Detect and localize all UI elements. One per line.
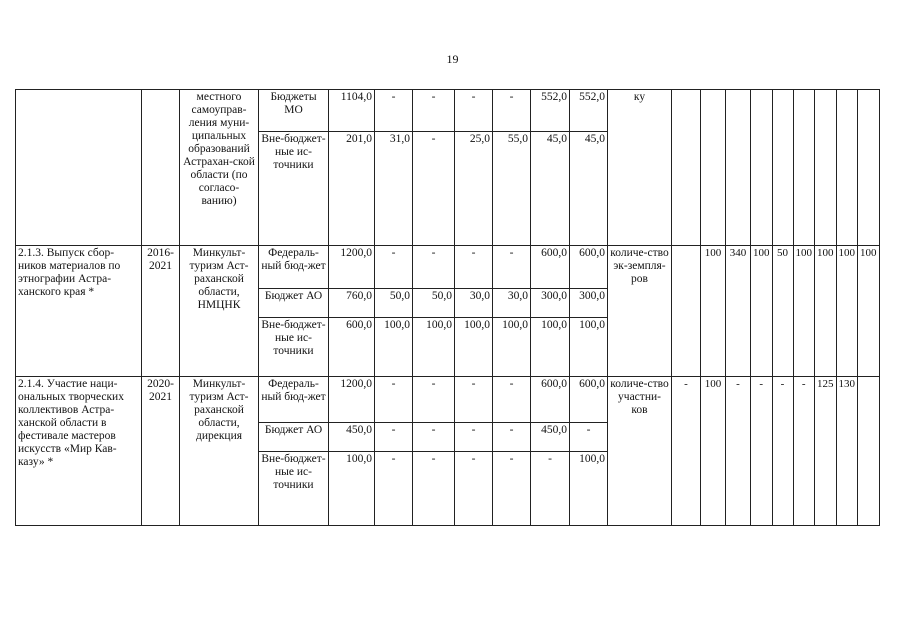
year-amount: - <box>413 90 455 132</box>
executor-cell: Минкульт-туризм Аст-раханской области, НМЦНК <box>180 246 259 377</box>
indicator-value <box>672 90 701 246</box>
year-amount: - <box>493 90 531 132</box>
year-amount: 450,0 <box>531 423 570 452</box>
indicator-value: 130 <box>836 377 858 526</box>
year-amount: - <box>570 423 608 452</box>
indicator-value <box>672 246 701 377</box>
year-amount: 300,0 <box>570 289 608 318</box>
year-amount: 552,0 <box>570 90 608 132</box>
indicator-value: 100 <box>793 246 815 377</box>
indicator-value: 50 <box>772 246 793 377</box>
year-amount: - <box>455 90 493 132</box>
year-amount: 300,0 <box>531 289 570 318</box>
funding-source: Федераль-ный бюд-жет <box>259 246 329 289</box>
year-amount: - <box>375 90 413 132</box>
year-amount: - <box>455 246 493 289</box>
indicator-value: 340 <box>726 246 751 377</box>
year-amount: 55,0 <box>493 132 531 246</box>
indicator-value: - <box>672 377 701 526</box>
year-amount: - <box>375 452 413 526</box>
funding-source: Бюджет АО <box>259 423 329 452</box>
executor-cell: местного самоуправ-ления муни-ципальных образований Астрахан-ской области (по согласо-ванию) <box>180 90 259 246</box>
total-amount: 100,0 <box>329 452 375 526</box>
year-amount: 100,0 <box>531 318 570 377</box>
table-row <box>16 246 880 289</box>
year-amount: 45,0 <box>531 132 570 246</box>
indicator-value <box>701 90 726 246</box>
year-amount: - <box>413 423 455 452</box>
year-amount: - <box>493 423 531 452</box>
year-amount: - <box>413 452 455 526</box>
funding-source: Вне-бюджет-ные ис-точники <box>259 318 329 377</box>
year-amount: - <box>375 246 413 289</box>
total-amount: 600,0 <box>329 318 375 377</box>
year-amount: - <box>375 377 413 423</box>
indicator-cell: ку <box>608 90 672 246</box>
total-amount: 1104,0 <box>329 90 375 132</box>
total-amount: 201,0 <box>329 132 375 246</box>
year-amount: 45,0 <box>570 132 608 246</box>
year-amount: - <box>493 452 531 526</box>
indicator-cell: количе-ство эк-земпля-ров <box>608 246 672 377</box>
program-table <box>15 89 880 526</box>
page-number: 19 <box>446 52 459 66</box>
year-amount: 100,0 <box>493 318 531 377</box>
year-amount: - <box>455 423 493 452</box>
year-amount: 600,0 <box>531 377 570 423</box>
indicator-value: - <box>751 377 773 526</box>
year-amount: 100,0 <box>455 318 493 377</box>
measure-title-cell: 2.1.3. Выпуск сбор-ников материалов по этнографии Астра-ханского края * <box>16 246 142 377</box>
total-amount: 450,0 <box>329 423 375 452</box>
table-row <box>16 90 880 132</box>
year-amount: 552,0 <box>531 90 570 132</box>
period-cell <box>142 90 180 246</box>
indicator-value: - <box>726 377 751 526</box>
year-amount: - <box>531 452 570 526</box>
year-amount: 50,0 <box>413 289 455 318</box>
year-amount: - <box>455 377 493 423</box>
funding-source: Бюджеты МО <box>259 90 329 132</box>
indicator-value: - <box>772 377 793 526</box>
total-amount: 760,0 <box>329 289 375 318</box>
funding-source: Вне-бюджет-ные ис-точники <box>259 132 329 246</box>
year-amount: 600,0 <box>570 377 608 423</box>
funding-source: Вне-бюджет-ные ис-точники <box>259 452 329 526</box>
indicator-value <box>815 90 837 246</box>
indicator-value: 100 <box>815 246 837 377</box>
year-amount: 30,0 <box>493 289 531 318</box>
measure-title-cell <box>16 90 142 246</box>
year-amount: 50,0 <box>375 289 413 318</box>
year-amount: - <box>413 377 455 423</box>
year-amount: 100,0 <box>413 318 455 377</box>
year-amount: - <box>455 452 493 526</box>
funding-source: Федераль-ный бюд-жет <box>259 377 329 423</box>
indicator-value <box>772 90 793 246</box>
total-amount: 1200,0 <box>329 377 375 423</box>
indicator-value: 125 <box>815 377 837 526</box>
funding-source: Бюджет АО <box>259 289 329 318</box>
indicator-value: 100 <box>858 246 880 377</box>
indicator-value: 100 <box>701 246 726 377</box>
indicator-value: 100 <box>836 246 858 377</box>
indicator-cell: количе-ство участни-ков <box>608 377 672 526</box>
indicator-value <box>793 90 815 246</box>
period-cell: 2016-2021 <box>142 246 180 377</box>
indicator-value <box>726 90 751 246</box>
year-amount: - <box>493 377 531 423</box>
year-amount: 100,0 <box>570 318 608 377</box>
period-cell: 2020-2021 <box>142 377 180 526</box>
indicator-value <box>858 377 880 526</box>
indicator-value <box>858 90 880 246</box>
year-amount: 31,0 <box>375 132 413 246</box>
year-amount: 100,0 <box>375 318 413 377</box>
indicator-value <box>836 90 858 246</box>
indicator-value: - <box>793 377 815 526</box>
year-amount: 600,0 <box>531 246 570 289</box>
year-amount: 25,0 <box>455 132 493 246</box>
indicator-value <box>751 90 773 246</box>
indicator-value: 100 <box>701 377 726 526</box>
total-amount: 1200,0 <box>329 246 375 289</box>
year-amount: 600,0 <box>570 246 608 289</box>
year-amount: - <box>375 423 413 452</box>
year-amount: 30,0 <box>455 289 493 318</box>
indicator-value: 100 <box>751 246 773 377</box>
table-row <box>16 377 880 423</box>
year-amount: - <box>413 246 455 289</box>
executor-cell: Минкульт-туризм Аст-раханской области, дирекция <box>180 377 259 526</box>
year-amount: 100,0 <box>570 452 608 526</box>
measure-title-cell: 2.1.4. Участие наци-ональных творческих коллективов Астра-ханской области в фестивале мастеров искусств «Мир Кав-казу» * <box>16 377 142 526</box>
year-amount: - <box>493 246 531 289</box>
year-amount: - <box>413 132 455 246</box>
